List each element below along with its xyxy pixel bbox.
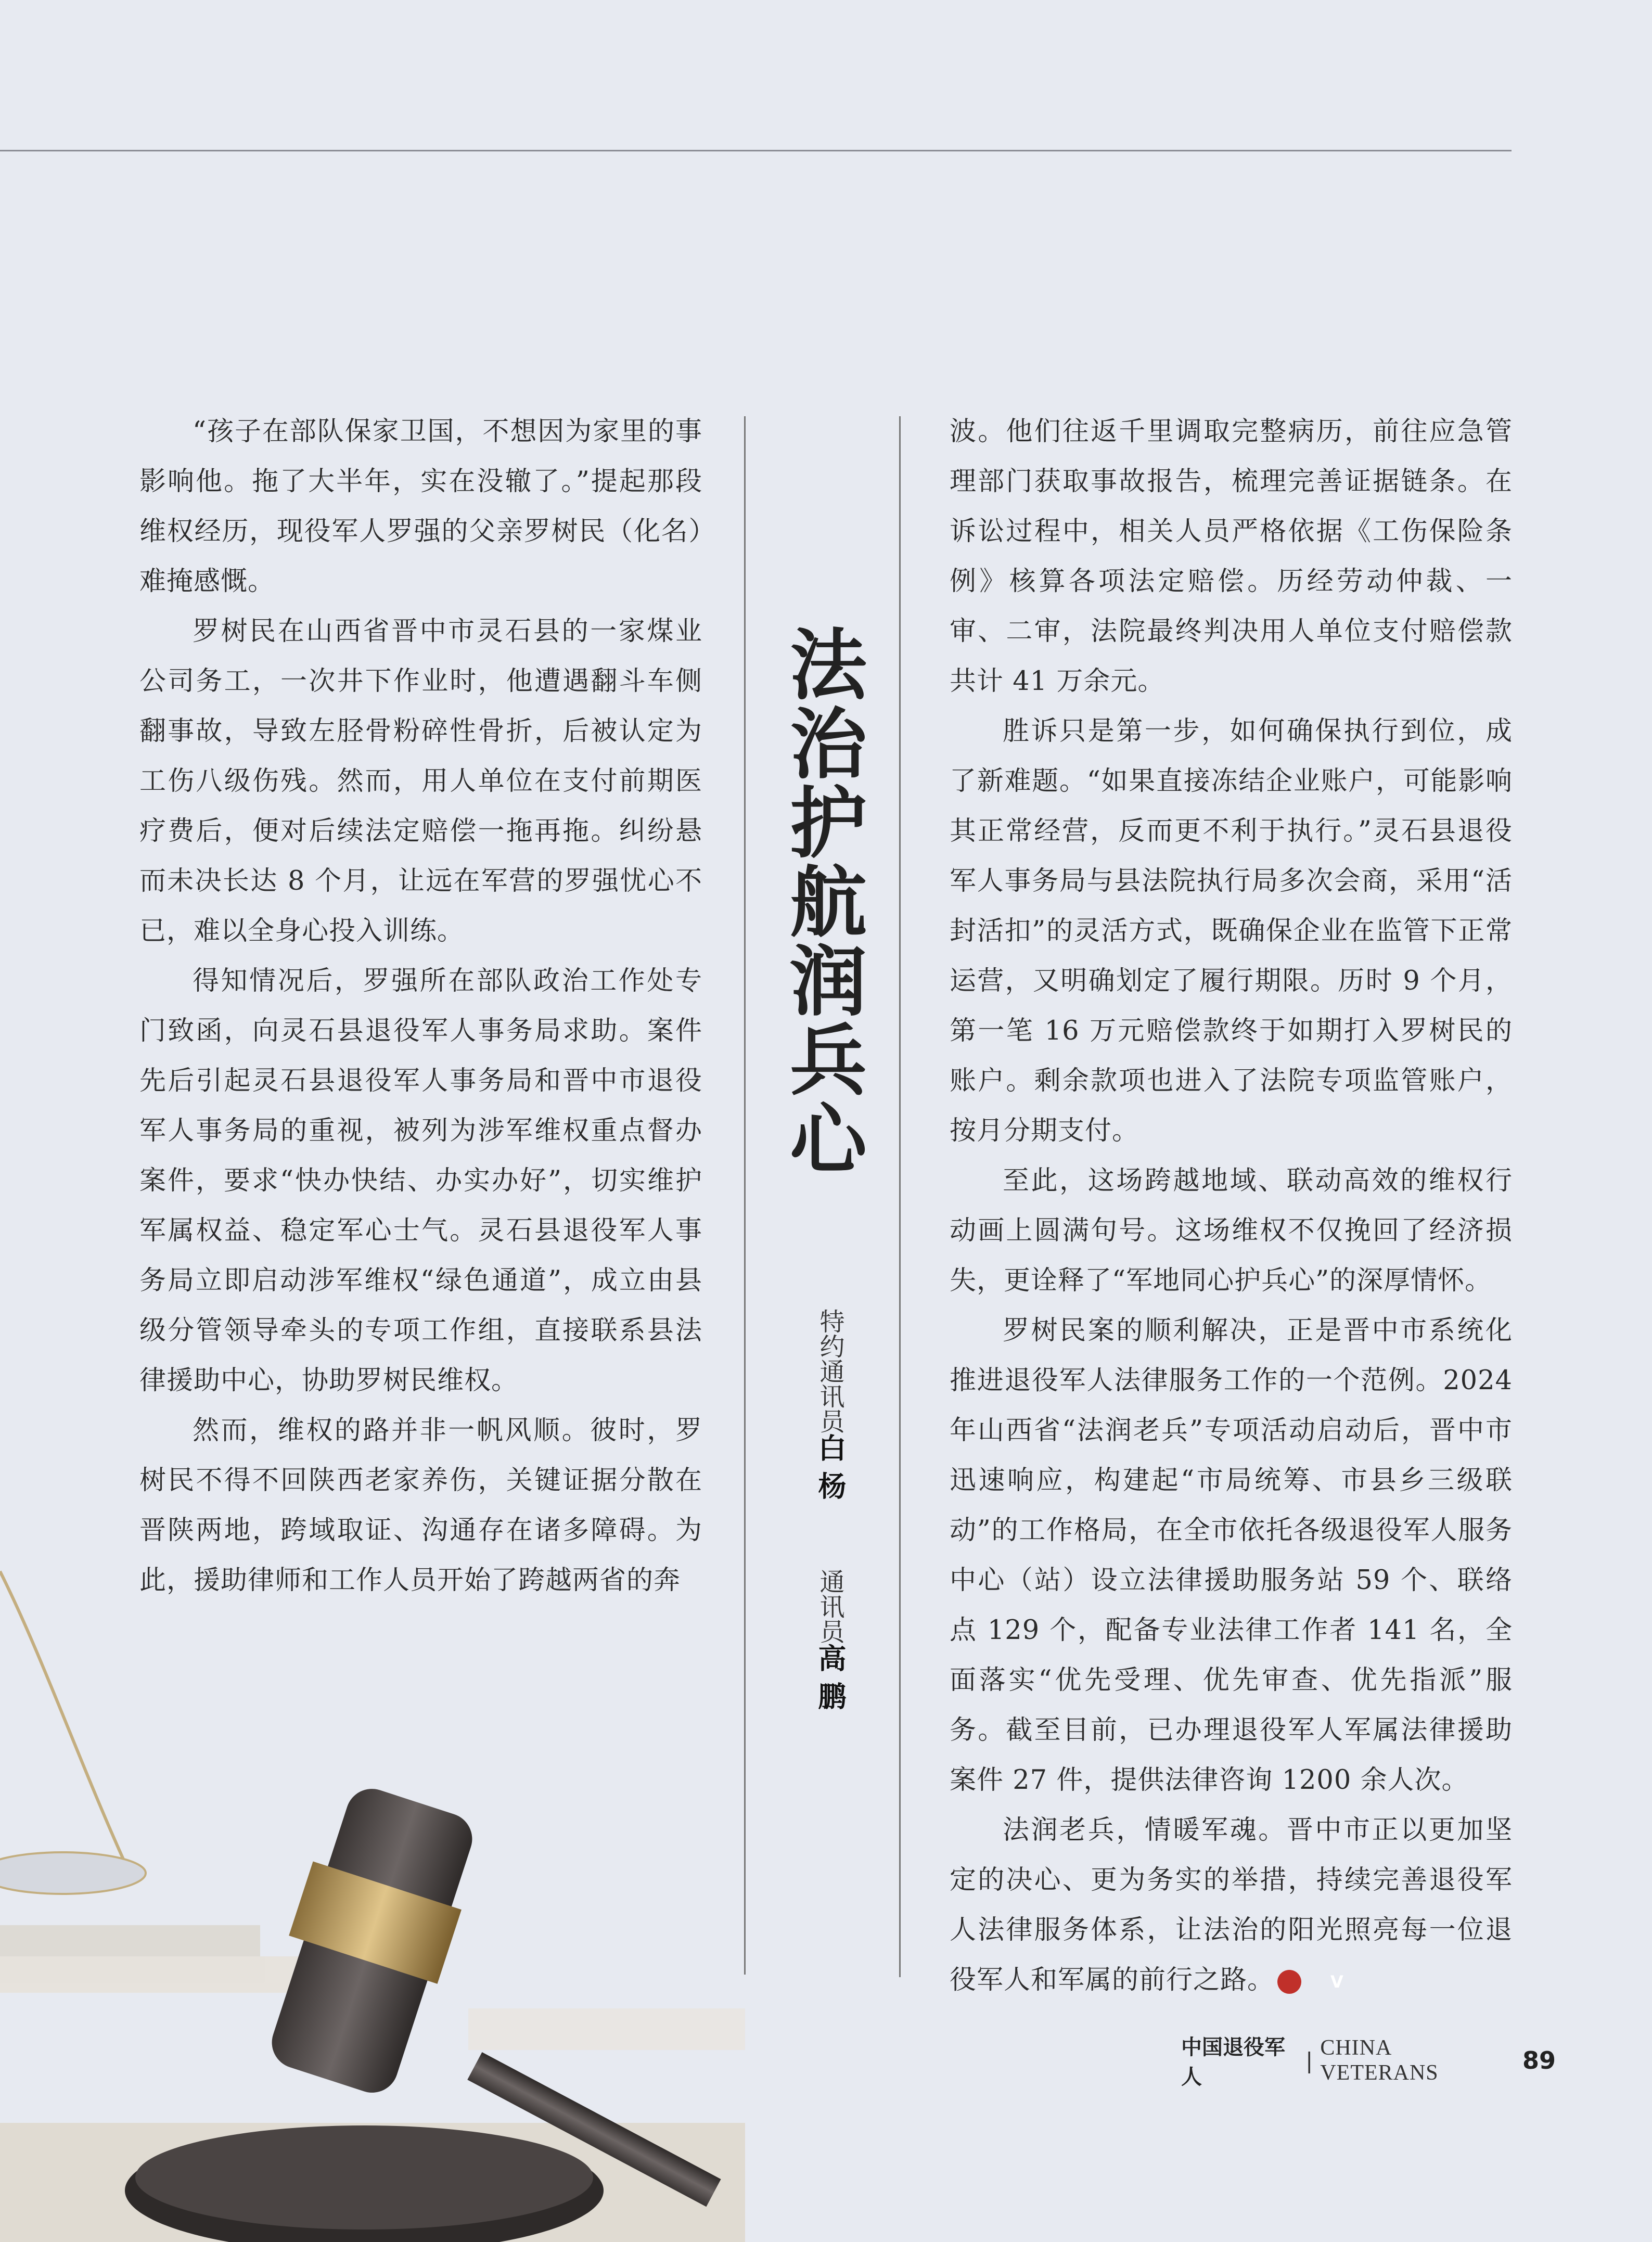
scales-icon: [0, 1571, 146, 1894]
article-paragraph: “孩子在部队保家卫国，不想因为家里的事影响他。拖了大半年，实在没辙了。”提起那段维权经历，现役军人罗强的父亲罗树民（化名）难掩感慨。: [139, 416, 702, 597]
article-left-column: [139, 407, 702, 1606]
byline-correspondent-1: [814, 1309, 846, 1500]
header-rule: [0, 150, 1512, 151]
byline-correspondent-2: [814, 1569, 846, 1710]
article-title: 法治护航润兵心: [777, 624, 868, 1178]
article-paragraph: 得知情况后，罗强所在部队政治工作处专门致函，向灵石县退役军人事务局求助。案件先后引起灵石县退役军人事务局和晋中市退役军人事务局的重视，被列为涉军维权重点督办案件，要求“快办快结、办实办好”，切实维护军属权益、稳定军心士气。灵石县退役军人事务局立即启动涉军维权“绿色通道”，成立由县级分管领导牵头的专项工作组，直接联系县法律援助中心，协助罗树民维权。: [139, 966, 702, 1396]
page-footer: [1181, 2035, 1556, 2089]
column-divider-right: [899, 416, 901, 1977]
page-number: 89: [1522, 2046, 1556, 2074]
article-paragraph: 然而，维权的路并非一帆风顺。彼时，罗树民不得不回陕西老家养伤，关键证据分散在晋陕两地，跨域取证、沟通存在诸多障碍。为此，援助律师和工作人员开始了跨越两省的奔: [139, 1415, 702, 1596]
magazine-name-cn: 中国退役军人: [1181, 2035, 1285, 2089]
article-paragraph: 波。他们往返千里调取完整病历，前往应急管理部门获取事故报告，梳理完善证据链条。在诉讼过程中，相关人员严格依据《工伤保险条例》核算各项法定赔偿。历经劳动仲裁、一审、二审，法院最终判决用人单位支付赔偿款共计 41 万余元。: [950, 416, 1513, 697]
byline-author: 高 鹏: [814, 1644, 847, 1710]
byline-role: 特约通讯员: [815, 1309, 844, 1433]
article-paragraph: 罗树民案的顺利解决，正是晋中市系统化推进退役军人法律服务工作的一个范例。2024 年山西省“法润老兵”专项活动启动后，晋中市迅速响应，构建起“市局统筹、市县乡三级联动”的工作格局，在全市依托各级退役军人服务中心（站）设立法律援助服务站 59 个、联络点 129 个，配备专业法律工作者 141 名，全面落实“优先受理、优先审查、优先指派”服务。截至目前，已办理退役军人军属法律援助案件 27 件，提供法律咨询 1200 余人次。: [950, 1315, 1513, 1796]
closing-text: 法润老兵，情暖军魂。晋中市正以更加坚定的决心、更为务实的举措，持续完善退役军人法律服务体系，让法治的阳光照亮每一位退役军人和军属的前行之路。: [950, 1815, 1513, 1995]
magazine-name-en: CHINA VETERANS: [1320, 2036, 1439, 2085]
footer-separator: |: [1305, 2047, 1313, 2073]
article-paragraph: 罗树民在山西省晋中市灵石县的一家煤业公司务工，一次井下作业时，他遭遇翻斗车侧翻事故，导致左胫骨粉碎性骨折，后被认定为工伤八级伤残。然而，用人单位在支付前期医疗费后，便对后续法定赔偿一拖再拖。纠纷悬而未决长达 8 个月，让远在军营的罗强忧心不已，难以全身心投入训练。: [139, 616, 702, 946]
gavel-illustration: [0, 1551, 745, 2242]
byline-role: 通讯员: [815, 1569, 844, 1644]
end-mark-icon: V: [1277, 1970, 1301, 1994]
article-paragraph: 至此，这场跨越地域、联动高效的维权行动画上圆满句号。这场维权不仅挽回了经济损失，更诠释了“军地同心护兵心”的深厚情怀。: [950, 1165, 1513, 1296]
article-right-column: [950, 407, 1513, 2005]
article-paragraph-closing: [950, 1805, 1513, 2005]
byline-author: 白 杨: [814, 1433, 847, 1500]
article-paragraph: 胜诉只是第一步，如何确保执行到位，成了新难题。“如果直接冻结企业账户，可能影响其正常经营，反而更不利于执行。”灵石县退役军人事务局与县法院执行局多次会商，采用“活封活扣”的灵活方式，既确保企业在监管下正常运营，又明确划定了履行期限。历时 9 个月，第一笔 16 万元赔偿款终于如期打入罗树民的账户。剩余款项也进入了法院专项监管账户，按月分期支付。: [950, 716, 1513, 1146]
